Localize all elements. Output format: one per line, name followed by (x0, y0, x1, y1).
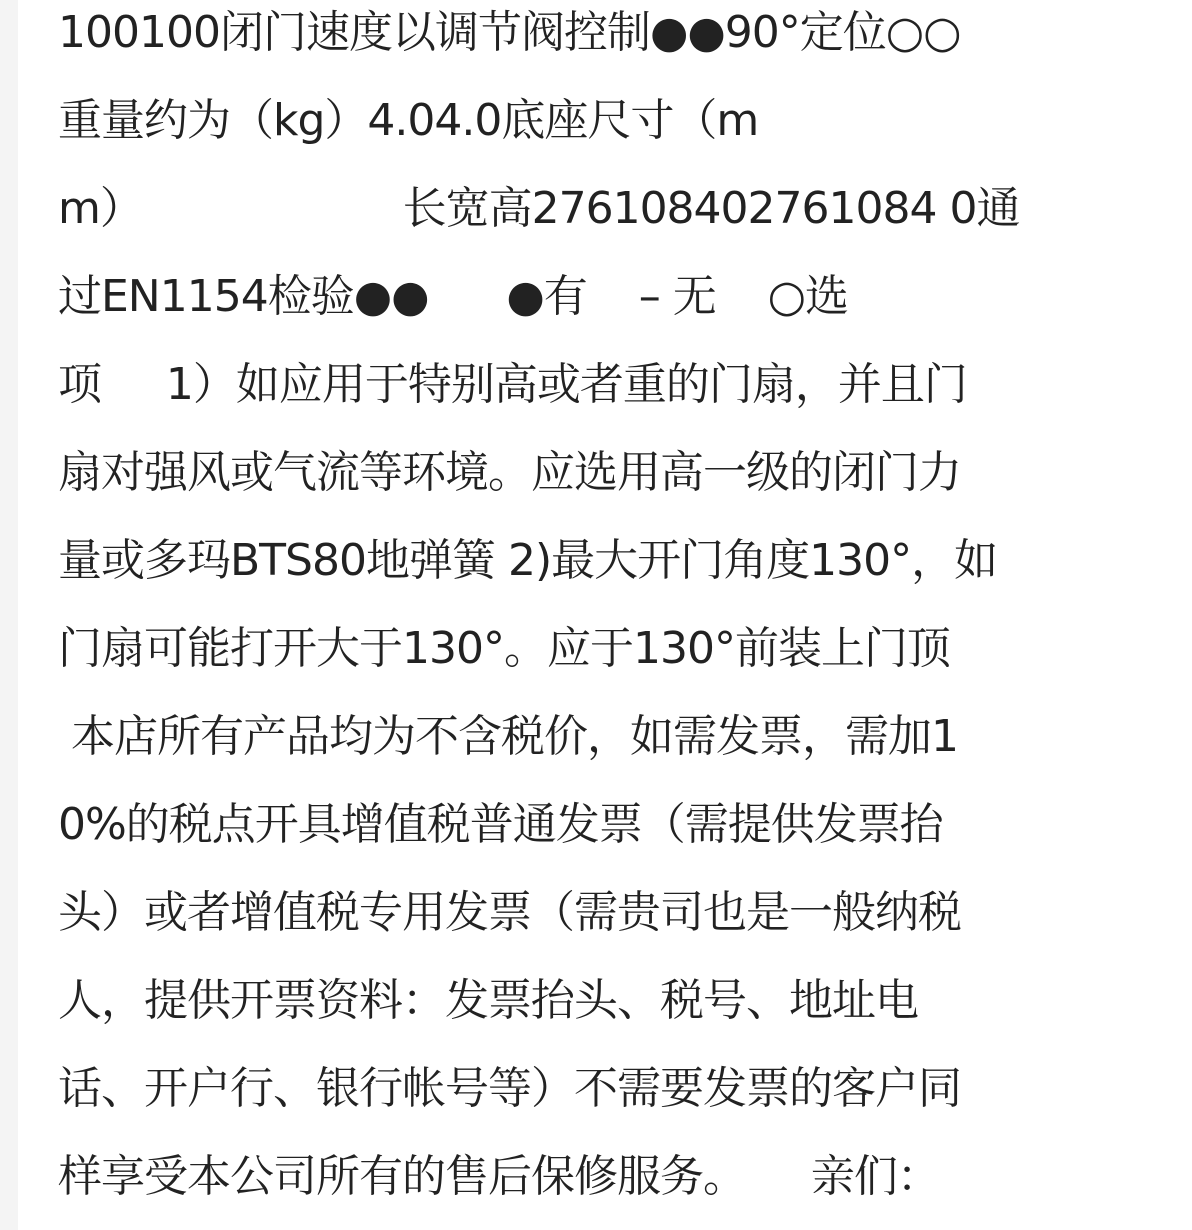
text-line-9: 本店所有产品均为不含税价，如需发票，需加1 (58, 711, 958, 762)
text-line-4: 过EN1154检验●● ●有 – 无 ○选 (58, 271, 849, 322)
text-line-10: 0%的税点开具增值税普通发票（需提供发票抬 (58, 799, 943, 850)
text-line-6: 扇对强风或气流等环境。应选用高一级的闭门力 (58, 447, 961, 498)
text-line-11: 头）或者增值税专用发票（需贵司也是一般纳税 (58, 887, 961, 938)
text-line-14: 样享受本公司所有的售后保修服务。 亲们： (58, 1151, 940, 1202)
text-line-1: 100100闭门速度以调节阀控制●●90°定位○○ (58, 7, 961, 58)
text-line-5: 项 1）如应用于特别高或者重的门扇，并且门 (58, 359, 967, 410)
text-line-13: 话、开户行、银行帐号等）不需要发票的客户同 (58, 1063, 961, 1114)
left-margin-strip (0, 0, 18, 1230)
text-line-12: 人，提供开票资料：发票抬头、税号、地址电 (58, 975, 918, 1026)
text-line-8: 门扇可能打开大于130°。应于130°前装上门顶 (58, 623, 950, 674)
text-line-2: 重量约为（kg）4.04.0底座尺寸（m (58, 95, 759, 146)
text-line-3: m） 长宽高276108402761084 0通 (58, 183, 1020, 234)
text-line-7: 量或多玛BTS80地弹簧 2)最大开门角度130°，如 (58, 535, 998, 586)
